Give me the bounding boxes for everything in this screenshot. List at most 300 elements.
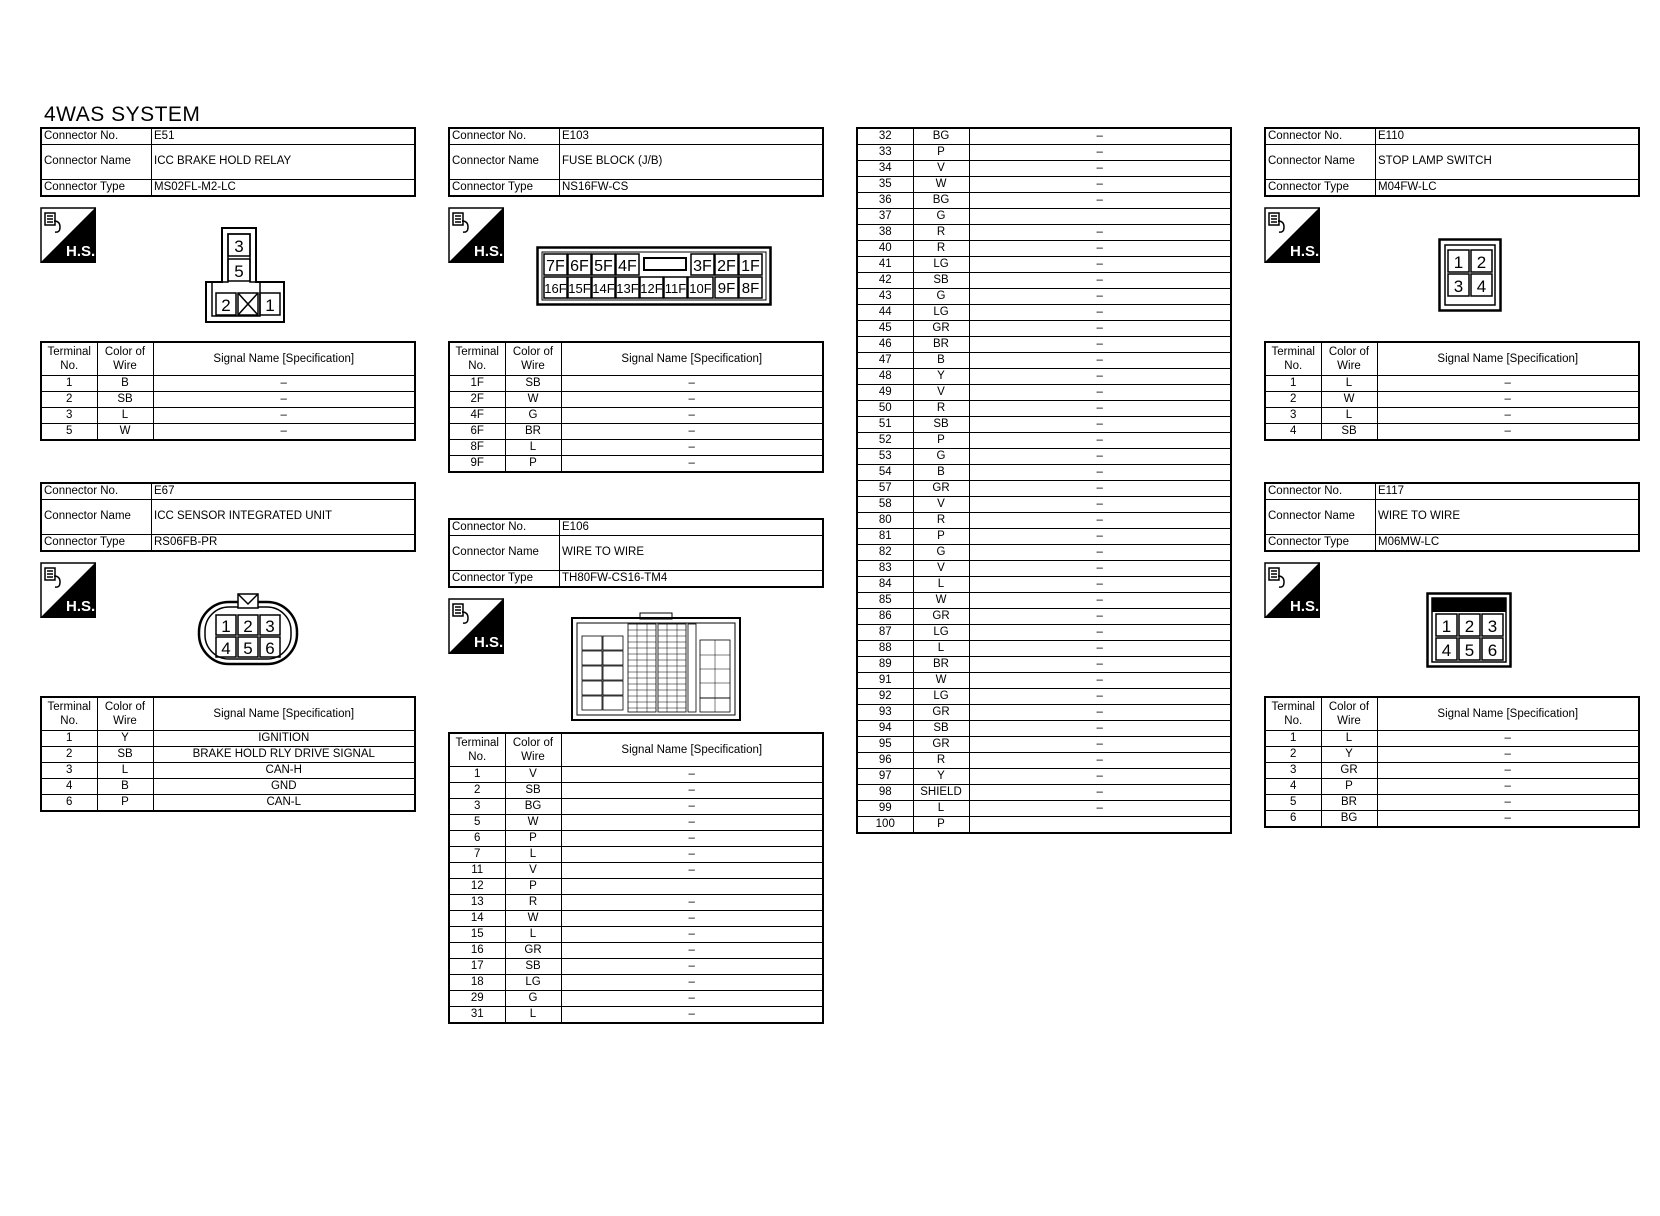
table-row: [857, 337, 1231, 353]
pin-8f: 8F: [741, 280, 760, 297]
table-row: 4 P –: [1265, 779, 1639, 795]
terminal-no-cell: 32: [857, 128, 913, 145]
wire-color-cell: GR: [913, 705, 969, 721]
connector-info-e51: [40, 127, 416, 197]
terminal-no-cell: 49: [857, 385, 913, 401]
header-signal-name: Signal Name [Specification]: [561, 733, 823, 767]
signal-name-cell: –: [969, 577, 1231, 593]
wire-color-cell: G: [913, 209, 969, 225]
connector-info-e67: [40, 482, 416, 552]
svg-text:H.S.: H.S.: [474, 634, 504, 651]
wire-color-cell: P: [913, 145, 969, 161]
pin-3: 3: [265, 617, 275, 636]
harness-side-icon: [448, 207, 504, 263]
pin-2: 2: [1476, 253, 1487, 272]
connector-no-value: E117: [1376, 483, 1640, 500]
header-signal-name: Signal Name [Specification]: [1377, 342, 1639, 376]
wire-color-cell: LG: [913, 689, 969, 705]
wire-color-cell: W: [913, 177, 969, 193]
wire-color-cell: V: [913, 385, 969, 401]
terminal-no-cell: 87: [857, 625, 913, 641]
wire-color-cell: R: [913, 225, 969, 241]
pin-1: 1: [221, 617, 231, 636]
terminal-table-e103: [448, 341, 824, 473]
label-connector-name: Connector Name: [449, 145, 560, 180]
header-terminal-no: Terminal No.: [449, 733, 505, 767]
connector-name-value: ICC BRAKE HOLD RELAY: [152, 145, 416, 180]
connector-diagram-e67: [196, 592, 300, 668]
svg-text:H.S.: H.S.: [66, 598, 96, 615]
pin-1f: 1F: [741, 258, 760, 275]
pin-2: 2: [221, 296, 231, 315]
table-row: 2 W –: [1265, 392, 1639, 408]
terminal-table-e67: [40, 696, 416, 812]
pin-1: 1: [265, 296, 275, 315]
terminal-no-cell: 98: [857, 785, 913, 801]
label-connector-name: Connector Name: [41, 145, 152, 180]
signal-name-cell: [969, 817, 1231, 834]
pin-16f: 16F: [544, 281, 567, 296]
terminal-no-cell: 46: [857, 337, 913, 353]
pin-5: 5: [1464, 641, 1475, 660]
table-row: [857, 817, 1231, 834]
table-row: [857, 577, 1231, 593]
header-color-of-wire: Color of Wire: [97, 342, 153, 376]
table-row: [857, 241, 1231, 257]
table-row: 4 B GND: [41, 779, 415, 795]
terminal-no-cell: 41: [857, 257, 913, 273]
pin-14f: 14F: [592, 281, 615, 296]
header-terminal-no: Terminal No.: [41, 342, 97, 376]
table-row: [857, 321, 1231, 337]
table-row: [857, 273, 1231, 289]
table-row: 5 BR –: [1265, 795, 1639, 811]
connector-name-value: WIRE TO WIRE: [560, 536, 824, 571]
pin-2: 2: [1464, 617, 1475, 636]
label-connector-type: Connector Type: [1265, 180, 1376, 197]
signal-name-cell: –: [969, 721, 1231, 737]
table-row: [857, 737, 1231, 753]
terminal-no-cell: 51: [857, 417, 913, 433]
wire-color-cell: SHIELD: [913, 785, 969, 801]
terminal-no-cell: 95: [857, 737, 913, 753]
pin-10f: 10F: [689, 281, 712, 296]
wire-color-cell: Y: [913, 769, 969, 785]
pin-2f: 2F: [717, 258, 736, 275]
table-row: [857, 497, 1231, 513]
signal-name-cell: –: [969, 785, 1231, 801]
signal-name-cell: –: [969, 609, 1231, 625]
wire-color-cell: GR: [913, 609, 969, 625]
terminal-no-cell: 57: [857, 481, 913, 497]
wire-color-cell: LG: [913, 625, 969, 641]
terminal-no-cell: 52: [857, 433, 913, 449]
wire-color-cell: BR: [913, 657, 969, 673]
wire-color-cell: GR: [913, 737, 969, 753]
terminal-no-cell: 100: [857, 817, 913, 834]
wire-color-cell: GR: [913, 321, 969, 337]
table-row: [857, 369, 1231, 385]
wire-color-cell: W: [913, 593, 969, 609]
signal-name-cell: –: [969, 321, 1231, 337]
table-row: [857, 801, 1231, 817]
label-connector-type: Connector Type: [449, 571, 560, 588]
terminal-no-cell: 38: [857, 225, 913, 241]
terminal-no-cell: 42: [857, 273, 913, 289]
harness-side-icon: [40, 562, 96, 618]
signal-name-cell: –: [969, 625, 1231, 641]
header-terminal-no: Terminal No.: [449, 342, 505, 376]
terminal-no-cell: 80: [857, 513, 913, 529]
table-row: [857, 673, 1231, 689]
wire-color-cell: G: [913, 545, 969, 561]
svg-text:H.S.: H.S.: [1290, 243, 1320, 260]
signal-name-cell: –: [969, 465, 1231, 481]
connector-info-e117: [1264, 482, 1640, 552]
table-row: [857, 529, 1231, 545]
table-row: [857, 609, 1231, 625]
wire-color-cell: GR: [913, 481, 969, 497]
wire-color-cell: V: [913, 497, 969, 513]
table-row: 13 R –: [449, 895, 823, 911]
table-row: 14 W –: [449, 911, 823, 927]
table-row: [857, 177, 1231, 193]
pin-3: 3: [234, 237, 244, 256]
terminal-no-cell: 36: [857, 193, 913, 209]
pin-1: 1: [1441, 617, 1452, 636]
table-row: 3 L –: [41, 408, 415, 424]
table-row: [857, 785, 1231, 801]
table-row: [857, 513, 1231, 529]
signal-name-cell: –: [969, 128, 1231, 145]
table-row: 2F W –: [449, 392, 823, 408]
wire-color-cell: P: [913, 433, 969, 449]
wire-color-cell: R: [913, 513, 969, 529]
table-row: [857, 465, 1231, 481]
terminal-no-cell: 82: [857, 545, 913, 561]
header-signal-name: Signal Name [Specification]: [153, 342, 415, 376]
connector-type-value: M06MW-LC: [1376, 535, 1640, 552]
connector-no-value: E103: [560, 128, 824, 145]
connector-no-value: E110: [1376, 128, 1640, 145]
table-row: 4F G –: [449, 408, 823, 424]
signal-name-cell: –: [969, 641, 1231, 657]
table-row: [857, 401, 1231, 417]
table-row: [857, 449, 1231, 465]
table-row: 6 BG –: [1265, 811, 1639, 828]
table-row: [857, 593, 1231, 609]
signal-name-cell: –: [969, 689, 1231, 705]
pin-5: 5: [234, 262, 244, 281]
signal-name-cell: –: [969, 257, 1231, 273]
wire-color-cell: SB: [913, 417, 969, 433]
table-row: [857, 353, 1231, 369]
table-row: 3 BG –: [449, 799, 823, 815]
header-terminal-no: Terminal No.: [1265, 697, 1321, 731]
signal-name-cell: [969, 209, 1231, 225]
header-color-of-wire: Color of Wire: [505, 733, 561, 767]
signal-name-cell: –: [969, 705, 1231, 721]
terminal-no-cell: 86: [857, 609, 913, 625]
header-color-of-wire: Color of Wire: [97, 697, 153, 731]
label-connector-name: Connector Name: [1265, 145, 1376, 180]
pin-7f: 7F: [546, 258, 565, 275]
harness-side-icon: [40, 207, 96, 263]
table-row: [857, 193, 1231, 209]
terminal-no-cell: 91: [857, 673, 913, 689]
signal-name-cell: –: [969, 177, 1231, 193]
pin-3: 3: [1487, 617, 1498, 636]
table-row: [857, 561, 1231, 577]
signal-name-cell: –: [969, 673, 1231, 689]
wire-color-cell: Y: [913, 369, 969, 385]
pin-4: 4: [221, 639, 231, 658]
terminal-no-cell: 97: [857, 769, 913, 785]
table-row: 1 V –: [449, 767, 823, 783]
terminal-table-e51: [40, 341, 416, 441]
table-row: 12 P: [449, 879, 823, 895]
table-row: 4 SB –: [1265, 424, 1639, 441]
wire-color-cell: V: [913, 561, 969, 577]
table-row: [857, 481, 1231, 497]
table-row: 29 G –: [449, 991, 823, 1007]
wire-color-cell: G: [913, 289, 969, 305]
terminal-no-cell: 48: [857, 369, 913, 385]
table-row: [857, 128, 1231, 145]
header-color-of-wire: Color of Wire: [1321, 697, 1377, 731]
connector-diagram-e106: [570, 612, 742, 722]
connector-diagram-e110: [1438, 238, 1502, 312]
terminal-no-cell: 43: [857, 289, 913, 305]
table-row: 6 P –: [449, 831, 823, 847]
table-row: 16 GR –: [449, 943, 823, 959]
terminal-no-cell: 44: [857, 305, 913, 321]
terminal-no-cell: 45: [857, 321, 913, 337]
table-row: 31 L –: [449, 1007, 823, 1024]
label-connector-no: Connector No.: [449, 519, 560, 536]
connector-no-value: E51: [152, 128, 416, 145]
table-row: [857, 289, 1231, 305]
terminal-no-cell: 34: [857, 161, 913, 177]
connector-type-value: MS02FL-M2-LC: [152, 180, 416, 197]
table-row: [857, 305, 1231, 321]
signal-name-cell: –: [969, 305, 1231, 321]
svg-text:H.S.: H.S.: [474, 243, 504, 260]
connector-info-e103: [448, 127, 824, 197]
signal-name-cell: –: [969, 369, 1231, 385]
connector-info-e106: [448, 518, 824, 588]
wire-color-cell: R: [913, 241, 969, 257]
table-row: 1F SB –: [449, 376, 823, 392]
table-row: 9F P –: [449, 456, 823, 473]
signal-name-cell: –: [969, 497, 1231, 513]
wire-color-cell: W: [913, 673, 969, 689]
label-connector-type: Connector Type: [449, 180, 560, 197]
signal-name-cell: –: [969, 657, 1231, 673]
table-row: [857, 225, 1231, 241]
header-signal-name: Signal Name [Specification]: [1377, 697, 1639, 731]
signal-name-cell: –: [969, 481, 1231, 497]
table-row: [857, 625, 1231, 641]
terminal-no-cell: 99: [857, 801, 913, 817]
signal-name-cell: –: [969, 273, 1231, 289]
table-row: 8F L –: [449, 440, 823, 456]
wire-color-cell: BG: [913, 128, 969, 145]
table-row: 1 B –: [41, 376, 415, 392]
pin-15f: 15F: [568, 281, 591, 296]
terminal-no-cell: 50: [857, 401, 913, 417]
header-color-of-wire: Color of Wire: [1321, 342, 1377, 376]
pin-11f: 11F: [664, 281, 687, 296]
table-row: 3 GR –: [1265, 763, 1639, 779]
table-row: 3 L CAN-H: [41, 763, 415, 779]
signal-name-cell: –: [969, 449, 1231, 465]
signal-name-cell: –: [969, 529, 1231, 545]
terminal-no-cell: 37: [857, 209, 913, 225]
table-row: [857, 209, 1231, 225]
connector-diagram-e103: [536, 246, 772, 306]
pin-13f: 13F: [616, 281, 639, 296]
signal-name-cell: –: [969, 401, 1231, 417]
label-connector-no: Connector No.: [41, 483, 152, 500]
label-connector-type: Connector Type: [1265, 535, 1376, 552]
wire-color-cell: L: [913, 641, 969, 657]
signal-name-cell: –: [969, 193, 1231, 209]
pin-4f: 4F: [618, 258, 637, 275]
table-row: 1 Y IGNITION: [41, 731, 415, 747]
label-connector-name: Connector Name: [41, 500, 152, 535]
pin-12f: 12F: [640, 281, 663, 296]
signal-name-cell: –: [969, 353, 1231, 369]
wire-color-cell: BG: [913, 193, 969, 209]
table-row: [857, 145, 1231, 161]
table-row: 5 W –: [41, 424, 415, 441]
table-row: [857, 385, 1231, 401]
signal-name-cell: –: [969, 225, 1231, 241]
terminal-no-cell: 88: [857, 641, 913, 657]
table-row: 18 LG –: [449, 975, 823, 991]
label-connector-type: Connector Type: [41, 180, 152, 197]
table-row: 2 Y –: [1265, 747, 1639, 763]
signal-name-cell: –: [969, 385, 1231, 401]
signal-name-cell: –: [969, 593, 1231, 609]
label-connector-no: Connector No.: [41, 128, 152, 145]
terminal-no-cell: 33: [857, 145, 913, 161]
wire-color-cell: LG: [913, 257, 969, 273]
table-row: 3 L –: [1265, 408, 1639, 424]
terminal-no-cell: 35: [857, 177, 913, 193]
pin-3f: 3F: [693, 258, 712, 275]
harness-side-icon: [1264, 207, 1320, 263]
table-row: [857, 257, 1231, 273]
pin-5: 5: [243, 639, 253, 658]
signal-name-cell: –: [969, 737, 1231, 753]
signal-name-cell: –: [969, 337, 1231, 353]
table-row: 2 SB BRAKE HOLD RLY DRIVE SIGNAL: [41, 747, 415, 763]
label-connector-no: Connector No.: [449, 128, 560, 145]
connector-type-value: RS06FB-PR: [152, 535, 416, 552]
wire-color-cell: B: [913, 353, 969, 369]
terminal-no-cell: 96: [857, 753, 913, 769]
table-row: 1 L –: [1265, 731, 1639, 747]
table-row: [857, 433, 1231, 449]
table-row: 2 SB –: [41, 392, 415, 408]
wire-color-cell: G: [913, 449, 969, 465]
pin-2: 2: [243, 617, 253, 636]
terminal-no-cell: 47: [857, 353, 913, 369]
wire-color-cell: LG: [913, 305, 969, 321]
table-row: [857, 753, 1231, 769]
table-row: 11 V –: [449, 863, 823, 879]
table-row: 2 SB –: [449, 783, 823, 799]
terminal-table-e117: [1264, 696, 1640, 828]
svg-text:H.S.: H.S.: [1290, 598, 1320, 615]
terminal-no-cell: 40: [857, 241, 913, 257]
signal-name-cell: –: [969, 241, 1231, 257]
signal-name-cell: –: [969, 561, 1231, 577]
pin-1: 1: [1453, 253, 1464, 272]
pin-6f: 6F: [570, 258, 589, 275]
wire-color-cell: B: [913, 465, 969, 481]
label-connector-name: Connector Name: [449, 536, 560, 571]
header-signal-name: Signal Name [Specification]: [561, 342, 823, 376]
table-row: 17 SB –: [449, 959, 823, 975]
pin-4: 4: [1476, 277, 1487, 296]
table-row: [857, 657, 1231, 673]
terminal-table-e110: [1264, 341, 1640, 441]
pin-3: 3: [1453, 277, 1464, 296]
pin-6: 6: [1487, 641, 1498, 660]
pin-5f: 5F: [594, 258, 613, 275]
hs-label: H.S.: [66, 243, 96, 260]
label-connector-type: Connector Type: [41, 535, 152, 552]
wire-color-cell: L: [913, 577, 969, 593]
terminal-no-cell: 83: [857, 561, 913, 577]
signal-name-cell: –: [969, 289, 1231, 305]
terminal-no-cell: 54: [857, 465, 913, 481]
signal-name-cell: –: [969, 769, 1231, 785]
terminal-no-cell: 81: [857, 529, 913, 545]
label-connector-no: Connector No.: [1265, 128, 1376, 145]
connector-type-value: M04FW-LC: [1376, 180, 1640, 197]
signal-name-cell: –: [969, 545, 1231, 561]
header-terminal-no: Terminal No.: [1265, 342, 1321, 376]
terminal-no-cell: 53: [857, 449, 913, 465]
table-row: [857, 769, 1231, 785]
label-connector-name: Connector Name: [1265, 500, 1376, 535]
connector-name-value: WIRE TO WIRE: [1376, 500, 1640, 535]
connector-no-value: E106: [560, 519, 824, 536]
table-row: [857, 641, 1231, 657]
signal-name-cell: –: [969, 433, 1231, 449]
terminal-table-e106-continued: [856, 127, 1232, 834]
connector-diagram-e117: [1426, 592, 1512, 668]
terminal-no-cell: 84: [857, 577, 913, 593]
pin-9f: 9F: [717, 280, 736, 297]
harness-side-icon: [1264, 562, 1320, 618]
wire-color-cell: P: [913, 529, 969, 545]
table-row: [857, 689, 1231, 705]
terminal-no-cell: 94: [857, 721, 913, 737]
wire-color-cell: BR: [913, 337, 969, 353]
wire-color-cell: L: [913, 801, 969, 817]
terminal-table-e106: [448, 732, 824, 1024]
table-row: [857, 545, 1231, 561]
terminal-no-cell: 58: [857, 497, 913, 513]
label-connector-no: Connector No.: [1265, 483, 1376, 500]
connector-info-e110: [1264, 127, 1640, 197]
header-terminal-no: Terminal No.: [41, 697, 97, 731]
